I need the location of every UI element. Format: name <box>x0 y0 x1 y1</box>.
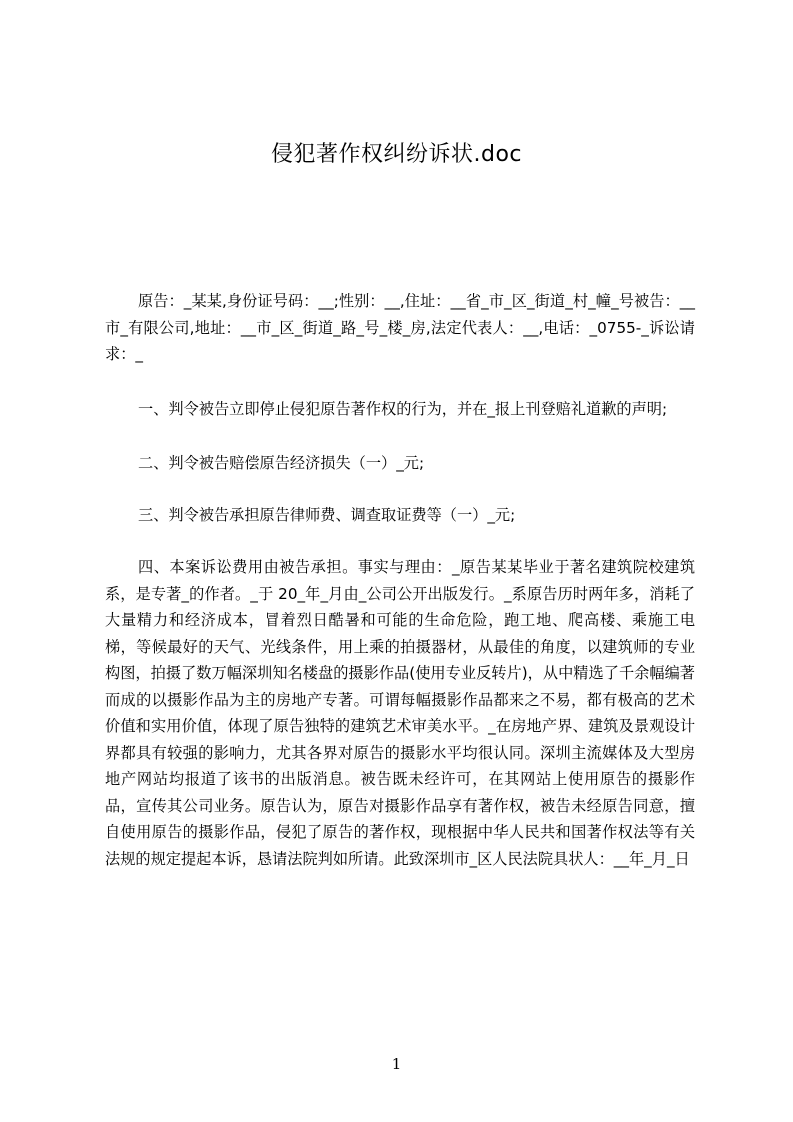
parties-paragraph: 原告：_某某,身份证号码：__;性别：__,住址：__省_市_区_街道_村_幢_号被告：__市_有限公司,地址：__市_区_街道_路_号_楼_房,法定代表人：__,电话：_0755-_诉讼请求：_ <box>105 292 695 363</box>
page-number: 1 <box>391 1055 402 1073</box>
claim-paragraph-3: 三、判令被告承担原告律师费、调查取证费等（一）_元; <box>138 506 516 524</box>
document-title: 侵犯著作权纠纷诉状.doc <box>270 142 522 167</box>
claim-paragraph-2: 二、判令被告赔偿原告经济损失（一）_元; <box>138 454 425 472</box>
facts-and-reasons-paragraph: 四、本案诉讼费用由被告承担。事实与理由：_原告某某毕业于著名建筑院校建筑系，是专著_的作者。_于 20_年_月由_公司公开出版发行。_系原告历时两年多，消耗了大量精力和经济成本，冒着烈日酷暑和可能的生命危险，跑工地、爬高楼、乘施工电梯，等候最好的天气、光线条件，用上乘的拍摄器材，从最佳的角度，以建筑师的专业构图，拍摄了数万幅深圳知名楼盘的摄影作品(使用专业反转片)，从中精选了千余幅编著而成的以摄影作品为主的房地产专著。可谓每幅摄影作品都来之不易，都有极高的艺术价值和实用价值，体现了原告独特的建筑艺术审美水平。_在房地产界、建筑及景观设计界都具有较强的影响力，尤其各界对原告的摄影水平均很认同。深圳主流媒体及大型房地产网站均报道了该书的出版消息。被告既未经许可，在其网站上使用原告的摄影作品，宣传其公司业务。原告认为，原告对摄影作品享有著作权，被告未经原告同意，擅自使用原告的摄影作品，侵犯了原告的著作权，现根据中华人民共和国著作权法等有关法规的规定提起本诉，恳请法院判如所请。此致深圳市_区人民法院具状人：__年_月_日 <box>105 558 695 868</box>
claim-paragraph-1: 一、判令被告立即停止侵犯原告著作权的行为，并在_报上刊登赔礼道歉的声明; <box>138 400 668 418</box>
